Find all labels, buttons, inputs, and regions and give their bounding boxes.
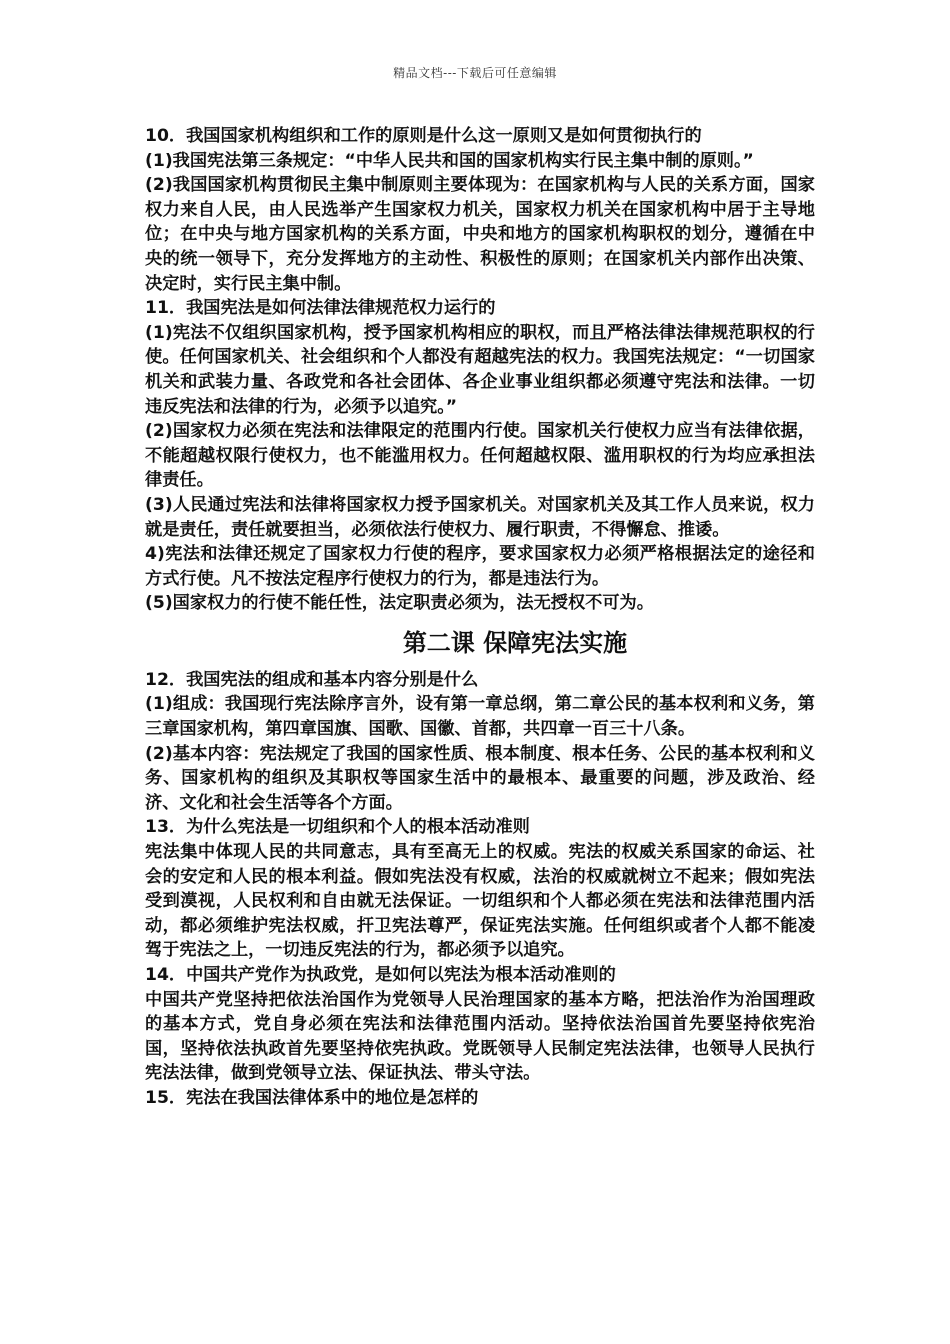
answer-paragraph: (5)国家权力的行使不能任性，法定职责必须为，法无授权不可为。	[145, 593, 654, 614]
question-13: 13．为什么宪法是一切组织和个人的根本活动准则	[145, 817, 530, 838]
page-header: 精品文档---下载后可任意编辑	[393, 66, 557, 80]
question-11: 11．我国宪法是如何法律法律规范权力运行的	[145, 298, 496, 319]
answer-paragraph: 4)宪法和法律还规定了国家权力行使的程序，要求国家权力必须严格根据法定的途径和方式行使。凡不按法定程序行使权力的行为，都是违法行为。	[145, 544, 815, 589]
question-15: 15．宪法在我国法律体系中的地位是怎样的	[145, 1087, 479, 1108]
document-body	[145, 124, 815, 1111]
answer-paragraph: 宪法集中体现人民的共同意志，具有至高无上的权威。宪法的权威关系国家的命运、社会的安定和人民的根本利益。假如宪法没有权威，法治的权威就树立不起来；假如宪法受到漠视，人民权利和自由就无法保证。一切组织和个人都必须在宪法和法律范围内活动，都必须维护宪法权威，扞卫宪法尊严，保证宪法实施。任何组织或者个人都不能凌驾于宪法之上，一切违反宪法的行为，都必须予以追究。	[145, 842, 815, 961]
answer-paragraph: (2)基本内容：宪法规定了我国的国家性质、根本制度、根本任务、公民的基本权利和义务、国家机构的组织及其职权等国家生活中的最根本、最重要的问题，涉及政治、经济、文化和社会生活等各个方面。	[145, 743, 815, 813]
answer-paragraph: (2)我国国家机构贯彻民主集中制原则主要体现为：在国家机构与人民的关系方面，国家权力来自人民，由人民选举产生国家权力机关，国家权力机关在国家机构中居于主导地位；在中央与地方国家机构的关系方面，中央和地方的国家机构职权的划分，遵循在中央的统一领导下，充分发挥地方的主动性、积极性的原则；在国家机关内部作出决策、决定时，实行民主集中制。	[145, 175, 815, 294]
question-14: 14．中国共产党作为执政党，是如何以宪法为根本活动准则的	[145, 965, 616, 985]
answer-paragraph: (3)人民通过宪法和法律将国家权力授予国家机关。对国家机关及其工作人员来说，权力就是责任，责任就要担当，必须依法行使权力、履行职责，不得懈怠、推诿。	[145, 494, 815, 540]
answer-paragraph: 中国共产党坚持把依法治国作为党领导人民治理国家的基本方略，把法治作为治国理政的基本方式，党自身必须在宪法和法律范围内活动。坚持依法治国首先要坚持依宪治国，坚持依法执政首先要坚持依宪执政。党既领导人民制定宪法法律，也领导人民执行宪法法律，做到党领导立法、保证执法、带头守法。	[145, 989, 815, 1084]
section-title: 第二课 保障宪法实施	[402, 628, 628, 657]
answer-paragraph: (1)宪法不仅组织国家机构，授予国家机构相应的职权，而且严格法律法律规范职权的行使。任何国家机关、社会组织和个人都没有超越宪法的权力。我国宪法规定：“一切国家机关和武装力量、各政党和各社会团体、各企业事业组织都必须遵守宪法和法律。一切违反宪法和法律的行为，必须予以追究。”	[145, 322, 815, 417]
answer-paragraph: (1)组成：我国现行宪法除序言外，设有第一章总纲，第二章公民的基本权利和义务，第三章国家机构，第四章国旗、国歌、国徽、首都，共四章一百三十八条。	[145, 694, 815, 740]
question-12: 12．我国宪法的组成和基本内容分别是什么	[145, 669, 479, 690]
answer-paragraph: (2)国家权力必须在宪法和法律限定的范围内行使。国家机关行使权力应当有法律依据，不能超越权限行使权力，也不能滥用权力。任何超越权限、滥用职权的行为均应承担法律责任。	[145, 421, 815, 491]
question-10: 10．我国国家机构组织和工作的原则是什么这一原则又是如何贯彻执行的	[145, 126, 702, 146]
answer-paragraph: (1)我国宪法第三条规定：“中华人民共和国的国家机构实行民主集中制的原则。”	[145, 150, 754, 171]
